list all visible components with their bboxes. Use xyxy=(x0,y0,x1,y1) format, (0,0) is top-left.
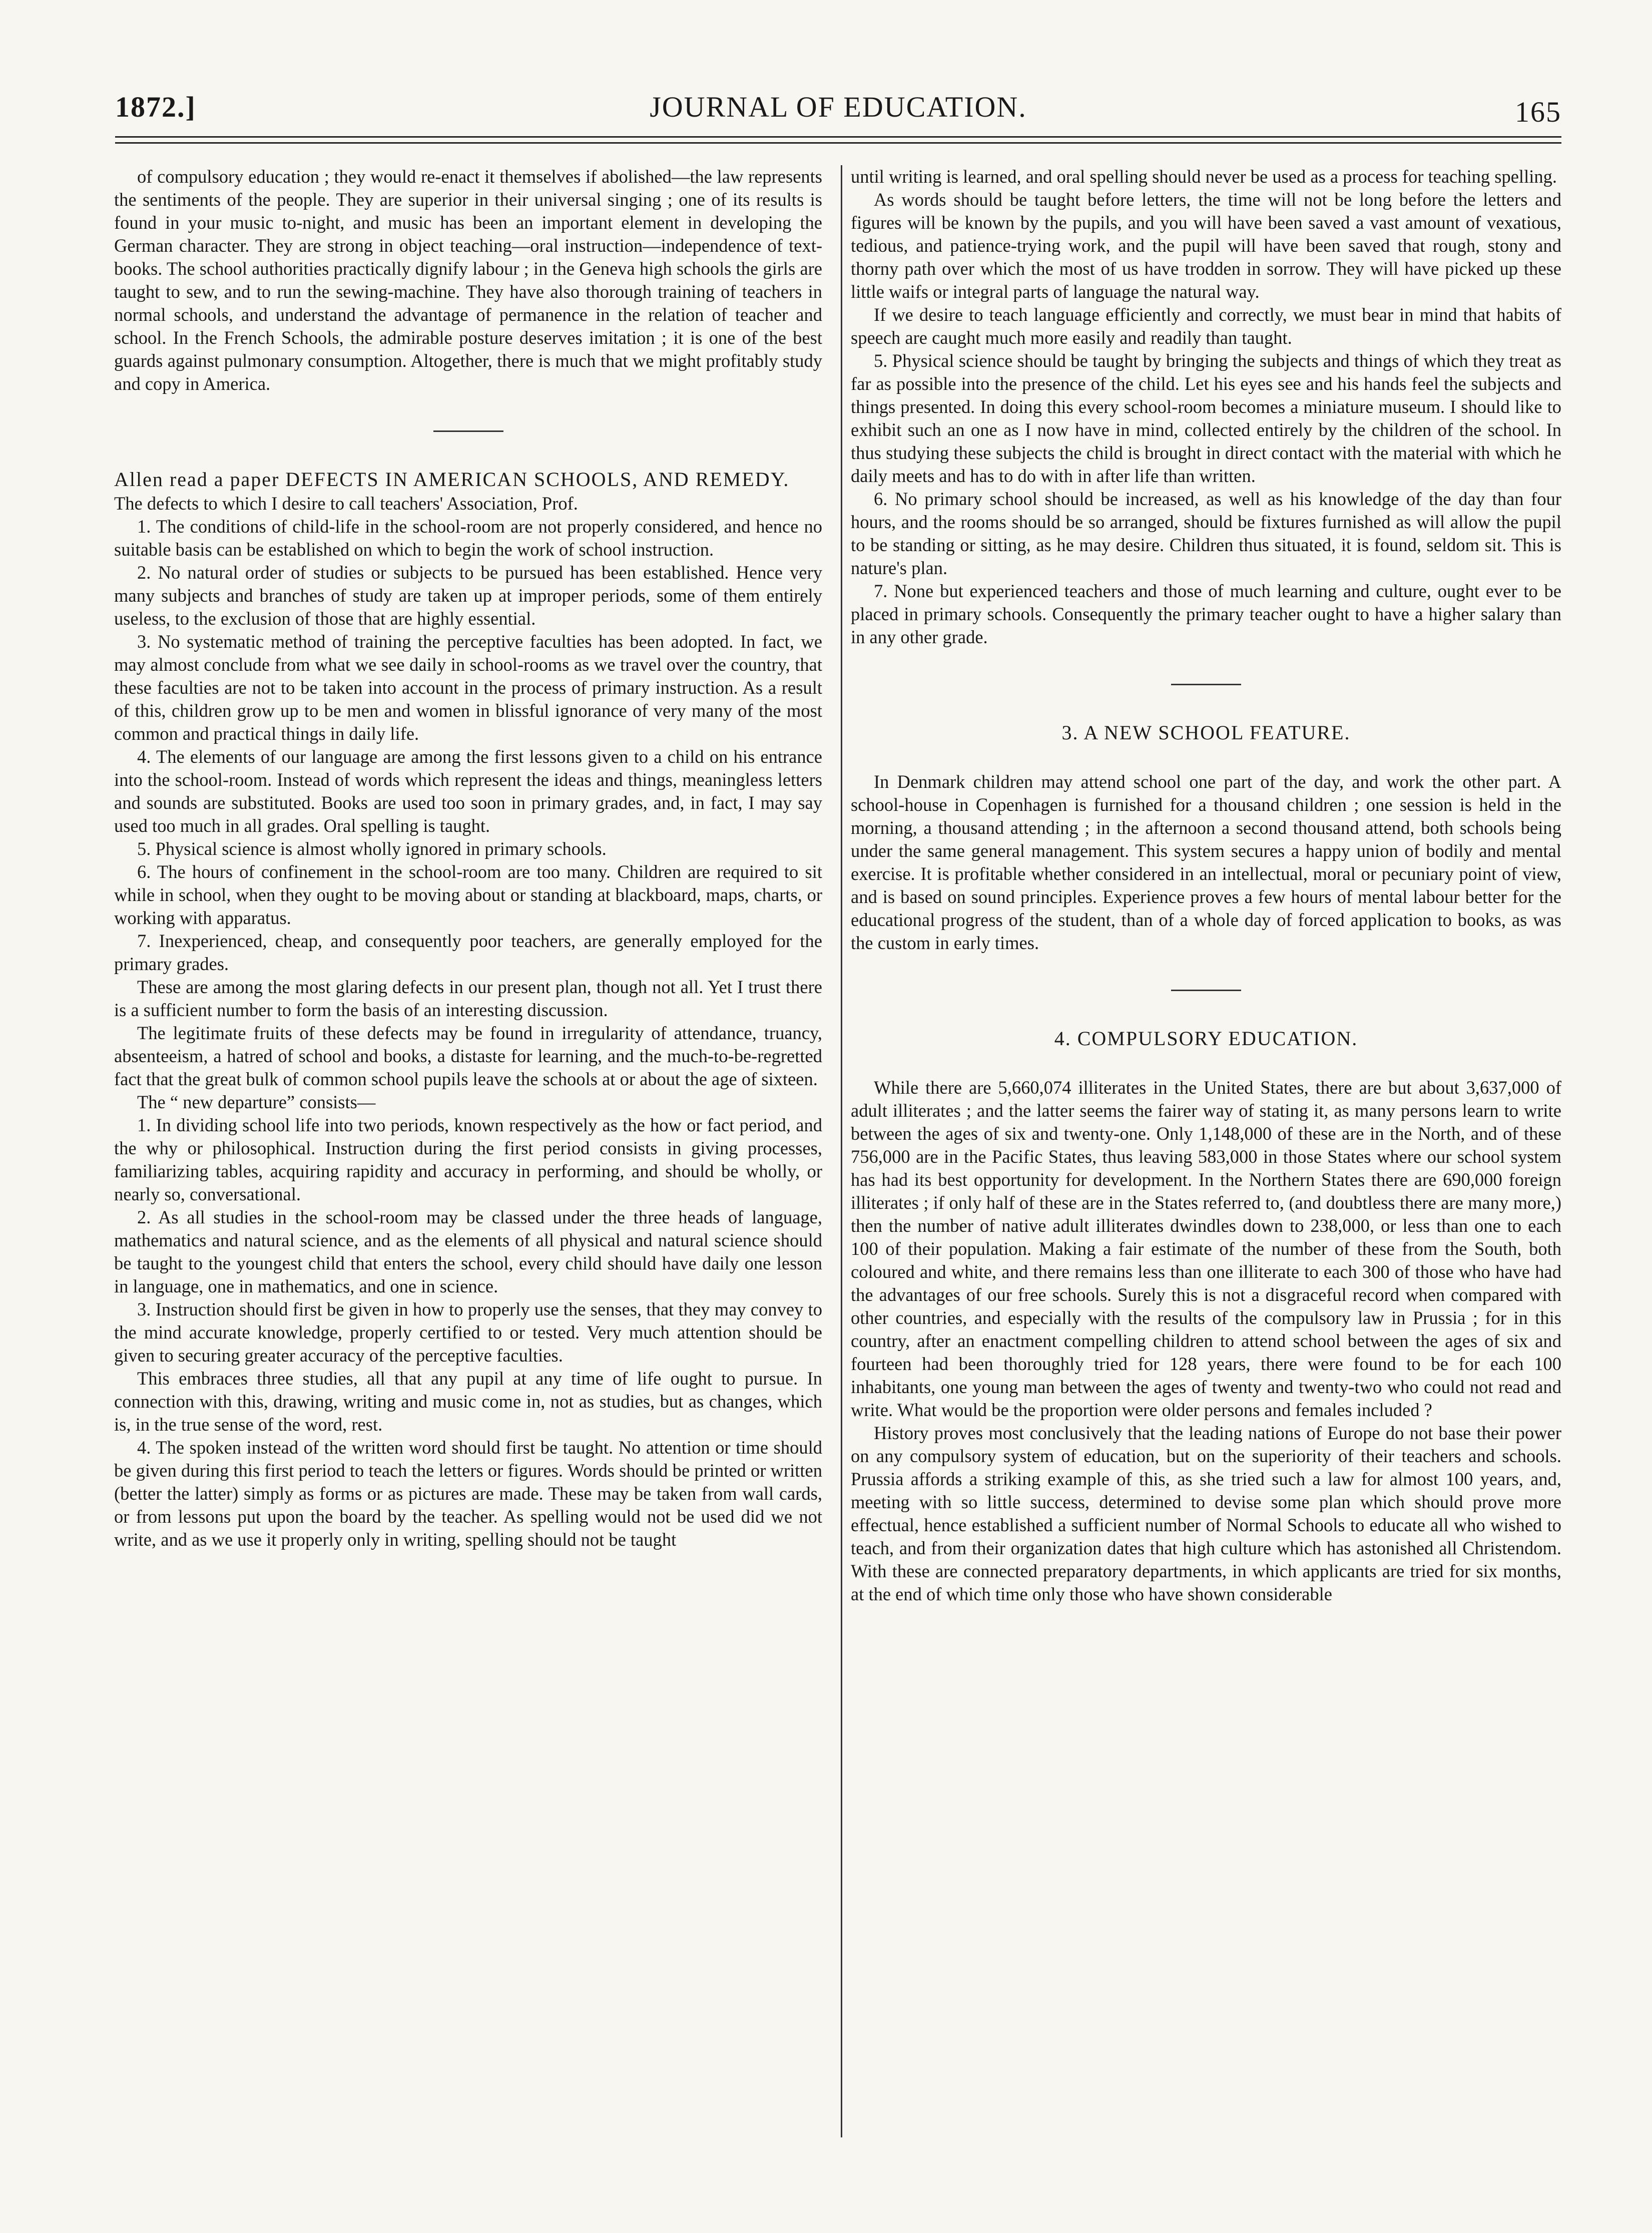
paragraph: 5. Physical science should be taught by bringing the subjects and things of which they treat as far as possible into the presence of the child. Let his eyes see and his hands feel the subjects and things presented. In doing this every school-room becomes a miniature museum. I should like to exhibit such an one as I now have in mind, collected entirely by the children of the school. In thus studying these subjects the child is brought in direct contact with the material with which he daily meets and has to do with in after life than written. xyxy=(851,350,1561,486)
page-number: 165 xyxy=(1515,96,1561,128)
intro-paragraph: of compulsory education ; they would re-enact it themselves if abolished—the law represents the sentiments of the people. They are superior in their universal singing ; one of its results is found in your music to-night, and music has been an important element in developing the German character. They are strong in object teaching—oral instruction—independence of text-books. The school authorities practically dignify labour ; in the Geneva high schools the girls are taught to sew, and to run the sewing-machine. They have also thorough training of teachers in normal schools, and understand the advantage of permanence in the relation of teacher and school. In the French Schools, the admirable posture deserves imitation ; it is one of the best guards against pulmonary consumption. Altogether, there is much that we might profitably study and copy in America. xyxy=(114,166,822,394)
section-separator xyxy=(433,430,503,432)
paragraph: 3. Instruction should first be given in how to properly use the senses, that they may convey to the mind accurate knowledge, properly certified to or tested. Very much attention should be given to securing greater accuracy of the perceptive faculties. xyxy=(114,1299,822,1366)
paragraph: These are among the most glaring defects in our present plan, though not all. Yet I trust there is a sufficient number to form the basis of an interesting discussion. xyxy=(114,977,822,1020)
paragraph: 1. The conditions of child-life in the school-room are not properly considered, and hence no suitable basis can be established on which to begin the work of school instruction. xyxy=(114,516,822,560)
paragraph: until writing is learned, and oral spelling should never be used as a process for teaching spelling. xyxy=(851,166,1557,187)
paragraph: 6. No primary school should be increased, as well as his knowledge of the day than four hours, and the rooms should be so arranged, should be fixtures furnished as will allow the pupil to be standing or sitting, as he may desire. Children thus situated, it is found, seldom sit. This is nature's plan. xyxy=(851,489,1561,578)
lead-line: The defects to which I desire to call teachers' Association, Prof. xyxy=(114,493,578,514)
paragraph: 7. None but experienced teachers and those of much learning and culture, ought ever to be placed in primary schools. Consequently the primary teacher ought to have a higher salary than in any other grade. xyxy=(851,581,1561,647)
paragraph: As words should be taught before letters, the time will not be long before the letters and figures will be known by the pupils, and you will have been saved a vast amount of vexatious, tedious, and patience-trying work, and the pupil will have been saved that rough, stony and thorny path over which the most of us have trodden in sorrow. They will have picked up these little waifs or integral parts of language the natural way. xyxy=(851,189,1561,302)
paragraph: While there are 5,660,074 illiterates in the United States, there are but about 3,637,000 of adult illiterates ; and the latter seems the fairer way of stating it, as many persons learn to write between the ages of six and twenty-one. Only 1,148,000 of these are in the North, and of these 756,000 are in the Pacific States, thus leaving 583,000 in those States where our school system has had its best opportunity for development. In the Northern States there are 690,000 foreign illiterates ; if only half of these are in the States referred to, (and doubtless there are many more,) then the number of native adult illiterates dwindles down to 238,000, or less than one to each 100 of their population. Making a fair estimate of the number of these from the South, both coloured and white, and there remains less than one illiterate to each 300 of those who have had the advantages of our free schools. Surely this is not a disgraceful record when compared with other countries, and especially with the results of the compulsory law in Prussia ; for in this country, after an enactment compelling children to attend school between the ages of six and fourteen had been thoroughly tried for 128 years, there were found to be for each 100 inhabitants, one young man between the ages of twenty and twenty-two who could not read and write. What would be the proportion were older persons and females included ? xyxy=(851,1077,1561,1420)
section-separator xyxy=(1171,684,1241,685)
page-header xyxy=(115,90,1561,130)
paragraph: 4. The elements of our language are among the first lessons given to a child on his entrance into the school-room. Instead of words which represent the ideas and things, meaningless letters and sounds are substituted. Books are used too soon in primary grades, and, in fact, I may say used too much in all grades. Oral spelling is taught. xyxy=(114,746,822,836)
paragraph: If we desire to teach language efficiently and correctly, we must bear in mind that habits of speech are caught much more easily and readily than taught. xyxy=(851,304,1561,348)
section-separator xyxy=(1171,990,1241,991)
paragraph: 6. The hours of confinement in the school-room are too many. Children are required to sit while in school, when they ought to be moving about or standing at blackboard, maps, charts, or working with apparatus. xyxy=(114,861,822,928)
section-heading-new-school-feature: 3. A NEW SCHOOL FEATURE. xyxy=(1061,721,1351,744)
left-column xyxy=(114,165,822,2140)
paragraph: 2. As all studies in the school-room may be classed under the three heads of language, mathematics and natural science, and as the elements of all physical and natural science should be taught to the youngest child that enters the school, every child should have daily one lesson in language, one in mathematics, and one in science. xyxy=(114,1207,822,1296)
paragraph: 5. Physical science is almost wholly ignored in primary schools. xyxy=(137,838,607,859)
column-divider xyxy=(841,165,842,2137)
paragraph: The legitimate fruits of these defects may be found in irregularity of attendance, truancy, absenteeism, a hatred of school and books, a distaste for learning, and the much-to-be-regretted fact that the great bulk of common school pupils leave the schools at or about the age of sixteen. xyxy=(114,1023,822,1089)
header-rule-top xyxy=(115,136,1561,138)
right-column xyxy=(851,165,1561,2140)
paragraph: 7. Inexperienced, cheap, and consequently poor teachers, are generally employed for the primary grades. xyxy=(114,931,822,974)
paragraph: 2. No natural order of studies or subjects to be pursued has been established. Hence very many subjects and branches of study are taken up at improper periods, some of them entirely useless, to the exclusion of those that are highly essential. xyxy=(114,562,822,629)
header-year: 1872.] xyxy=(115,91,196,123)
paragraph: 3. No systematic method of training the perceptive faculties has been adopted. In fact, we may almost conclude from what we see daily in school-rooms as we travel over the country, that these faculties are not to be taken into account in the process of primary instruction. As a result of this, children grow up to be men and women in blissful ignorance of very many of the most common and practical things in daily life. xyxy=(114,631,822,744)
paragraph: 4. The spoken instead of the written word should first be taught. No attention or time should be given during this first period to teach the letters or figures. Words should be printed or written (better the latter) simply as forms or as pictures are made. These may be taken from wall cards, or from lessons put upon the board by the teacher. As spelling would not be used did we not write, and as we use it properly only in writing, spelling should not be taught xyxy=(114,1437,822,1550)
journal-title: JOURNAL OF EDUCATION. xyxy=(650,91,1027,123)
header-rule-bottom xyxy=(115,142,1561,144)
paragraph: History proves most conclusively that the leading nations of Europe do not base their power on any compulsory system of education, but on the superiority of their teachers and schools. Prussia affords a striking example of this, as she tried such a law for almost 100 years, and, meeting with so little success, determined to devise some plan which should prove more effectual, hence established a sufficient number of Normal Schools to educate all who wished to teach, and from their organization dates that high culture which has astonished all Christendom. With these are connected preparatory departments, in which applicants are tried for six months, at the end of which time only those who have shown considerable xyxy=(851,1423,1561,1604)
section-heading-defects: Allen read a paper DEFECTS IN AMERICAN SCHOOLS, AND REMEDY. xyxy=(114,468,790,491)
paragraph: The “ new departure” consists— xyxy=(137,1092,376,1112)
paragraph: In Denmark children may attend school one part of the day, and work the other part. A school-house in Copenhagen is furnished for a thousand children ; one session is held in the morning, a thousand attending ; in the afternoon a second thousand attend, both schools being under the same general management. This system secures a happy union of bodily and mental exercise. It is profitable whether considered in an intellectual, moral or pecuniary point of view, and is based on sound principles. Experience proves a few hours of mental labour better for the educational progress of the student, than of a whole day of forced application to books, as was the custom in early times. xyxy=(851,771,1561,953)
paragraph: This embraces three studies, all that any pupil at any time of life ought to pursue. In connection with this, drawing, writing and music come in, not as studies, but as changes, which is, in the true sense of the word, rest. xyxy=(114,1368,822,1435)
section-heading-compulsory-education: 4. COMPULSORY EDUCATION. xyxy=(1054,1027,1358,1050)
paragraph: 1. In dividing school life into two periods, known respectively as the how or fact period, and the why or philosophical. Instruction during the first period consists in giving processes, familiarizing tables, acquiring rapidity and accuracy in performing, and should be wholly, or nearly so, conversational. xyxy=(114,1115,822,1204)
